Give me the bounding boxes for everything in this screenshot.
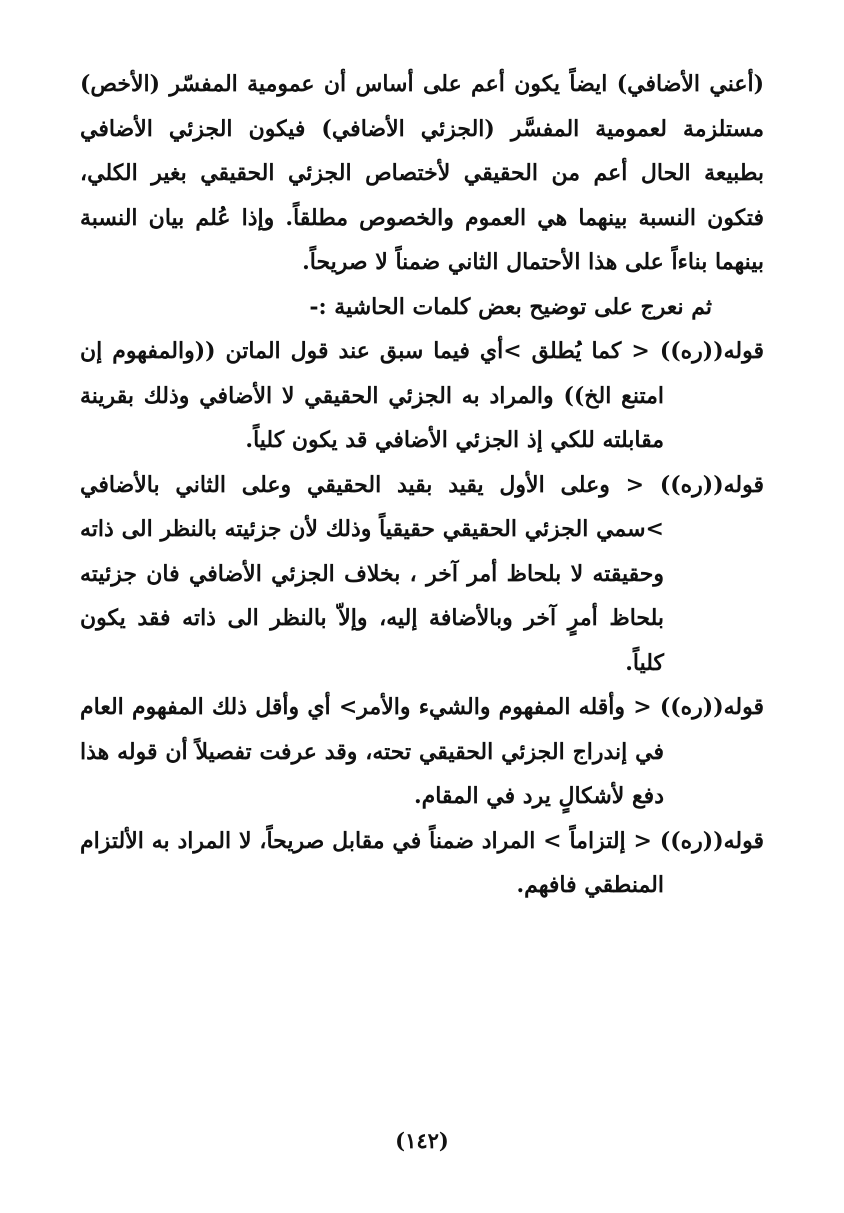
page-body: [80, 62, 764, 908]
commentary-entry-1: قوله((ره)) < كما يُطلق >أي فيما سبق عند قول الماتن ((والمفهوم إن امتنع الخ)) والمراد به الجزئي الحقيقي لا الأضافي وذلك بقرينة مقابلته للكي إذ الجزئي الأضافي قد يكون كلياً.: [80, 338, 764, 453]
page-number: (١٤٢): [395, 1128, 449, 1153]
section-intro: ثم نعرج على توضيح بعض كلمات الحاشية :-: [309, 293, 712, 320]
opening-paragraph: (أعني الأضافي) ايضاً يكون أعم على أساس أن عمومية المفسّر (الأخص) مستلزمة لعمومية المفسَّر (الجزئي الأضافي) فيكون الجزئي الأضافي بطبيعة الحال أعم من الحقيقي لأختصاص الجزئي الحقيقي بغير الكلي، فتكون النسبة بينهما هي العموم والخصوص مطلقاً. وإذا عُلم بيان النسبة بينهما بناءاً على هذا الأحتمال الثاني ضمناً لا صريحاً.: [80, 71, 764, 275]
commentary-entry-2: قوله((ره)) < وعلى الأول يقيد بقيد الحقيقي وعلى الثاني بالأضافي >سمي الجزئي الحقيقي حقيقياً وذلك لأن جزئيته بالنظر الى ذاته وحقيقته لا بلحاظ أمر آخر ، بخلاف الجزئي الأضافي فان جزئيته بلحاظ أمرٍ آخر وبالأضافة إليه، وإلاّ بالنظر الى ذاته فقد يكون كلياً.: [80, 471, 764, 676]
commentary-entry-3: قوله((ره)) < وأقله المفهوم والشيء والأمر> أي وأقل ذلك المفهوم العام في إندراج الجزئي الحقيقي تحته، وقد عرفت تفصيلاً أن قوله هذا دفع لأشكالٍ يرد في المقام.: [80, 694, 764, 809]
commentary-entry-4: قوله((ره)) < إلتزاماً > المراد ضمناً في مقابل صريحاً، لا المراد به الألتزام المنطقي فافهم.: [80, 827, 764, 898]
